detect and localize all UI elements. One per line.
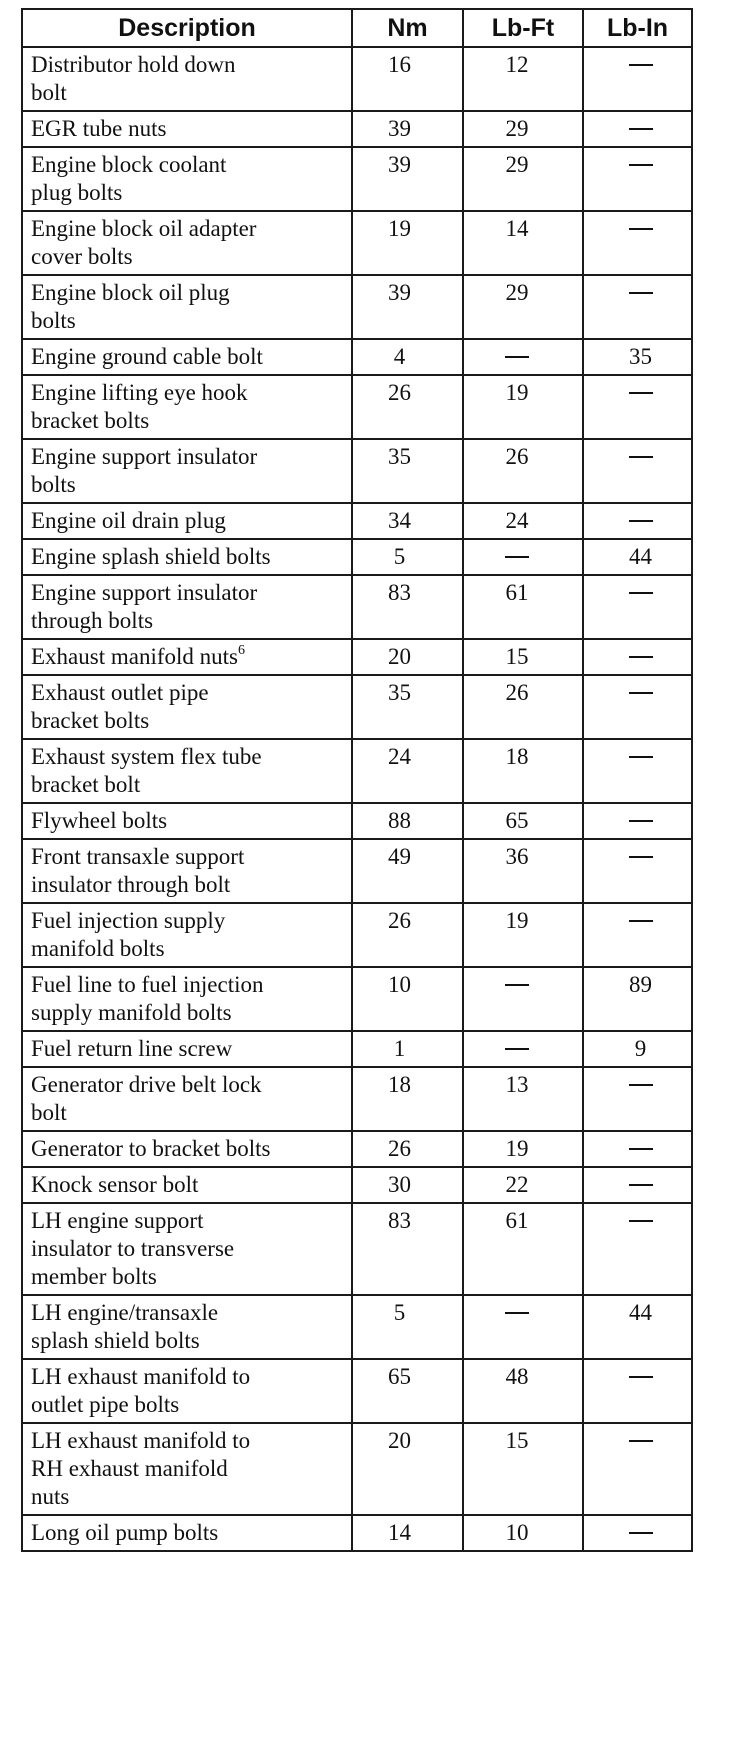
cell-description	[22, 639, 352, 675]
cell-description	[22, 211, 352, 275]
cell-lb-in	[583, 503, 692, 539]
cell-lb-in	[583, 675, 692, 739]
table-row	[22, 1515, 692, 1551]
table-row	[22, 275, 692, 339]
description-text: Engine block oil plug bolts	[31, 280, 230, 333]
cell-nm	[352, 375, 463, 439]
table-row	[22, 739, 692, 803]
value-text: 44	[629, 1300, 652, 1325]
cell-lb-ft	[463, 1067, 583, 1131]
cell-lb-ft	[463, 1031, 583, 1067]
description-text: Distributor hold down bolt	[31, 52, 236, 105]
description-text: Front transaxle support insulator through bolt	[31, 844, 245, 897]
cell-nm	[352, 339, 463, 375]
dash-mark	[629, 1440, 653, 1442]
description-text: Engine ground cable bolt	[31, 344, 263, 369]
value-text: 29	[505, 152, 529, 177]
value-text: 89	[629, 972, 652, 997]
value-text: 29	[505, 116, 529, 141]
cell-lb-in	[583, 1167, 692, 1203]
dash-mark	[505, 1048, 529, 1050]
table-row	[22, 1359, 692, 1423]
description-text: EGR tube nuts	[31, 116, 167, 141]
cell-description	[22, 539, 352, 575]
value-text: 29	[505, 280, 529, 305]
dash-mark	[629, 392, 653, 394]
value-text: 65	[388, 1364, 411, 1389]
value-text: 22	[505, 1172, 529, 1197]
value-text: 15	[505, 1428, 529, 1453]
value-text: 14	[505, 216, 529, 241]
cell-lb-ft	[463, 1515, 583, 1551]
value-text: 83	[388, 1208, 411, 1233]
cell-description	[22, 1515, 352, 1551]
cell-nm	[352, 111, 463, 147]
dash-mark	[629, 820, 653, 822]
table-row	[22, 839, 692, 903]
cell-lb-ft	[463, 275, 583, 339]
cell-lb-ft	[463, 503, 583, 539]
value-text: 61	[505, 580, 529, 605]
value-text: 12	[505, 52, 529, 77]
table-row	[22, 1423, 692, 1515]
dash-mark	[505, 556, 529, 558]
cell-description	[22, 1067, 352, 1131]
value-text: 14	[388, 1520, 411, 1545]
dash-mark	[629, 1084, 653, 1086]
cell-lb-in	[583, 275, 692, 339]
value-text: 35	[388, 680, 411, 705]
cell-nm	[352, 1203, 463, 1295]
description-text: Generator to bracket bolts	[31, 1136, 271, 1161]
value-text: 36	[505, 844, 529, 869]
cell-lb-in	[583, 1359, 692, 1423]
cell-lb-ft	[463, 375, 583, 439]
value-text: 19	[505, 1136, 529, 1161]
value-text: 18	[388, 1072, 411, 1097]
cell-lb-ft	[463, 967, 583, 1031]
cell-lb-ft	[463, 147, 583, 211]
cell-description	[22, 147, 352, 211]
dash-mark	[629, 1148, 653, 1150]
cell-nm	[352, 1031, 463, 1067]
cell-lb-ft	[463, 803, 583, 839]
cell-description	[22, 1167, 352, 1203]
description-text: Engine support insulator bolts	[31, 444, 258, 497]
cell-description	[22, 1131, 352, 1167]
dash-mark	[629, 920, 653, 922]
table-row	[22, 639, 692, 675]
cell-nm	[352, 839, 463, 903]
cell-nm	[352, 803, 463, 839]
table-row	[22, 803, 692, 839]
table-header	[22, 9, 692, 47]
cell-lb-ft	[463, 639, 583, 675]
table-row	[22, 967, 692, 1031]
dash-mark	[629, 1184, 653, 1186]
cell-lb-in	[583, 211, 692, 275]
cell-lb-in	[583, 1515, 692, 1551]
cell-lb-in	[583, 967, 692, 1031]
value-text: 39	[388, 116, 411, 141]
table-row	[22, 1203, 692, 1295]
value-text: 19	[388, 216, 411, 241]
description-text: Exhaust outlet pipe bracket bolts	[31, 680, 209, 733]
table-row	[22, 1031, 692, 1067]
value-text: 10	[505, 1520, 529, 1545]
cell-lb-in	[583, 1423, 692, 1515]
table-row	[22, 903, 692, 967]
description-text: Engine lifting eye hook bracket bolts	[31, 380, 248, 433]
value-text: 5	[393, 544, 406, 569]
value-text: 24	[505, 508, 529, 533]
cell-nm	[352, 47, 463, 111]
value-text: 48	[505, 1364, 529, 1389]
value-text: 1	[393, 1036, 406, 1061]
cell-lb-ft	[463, 1167, 583, 1203]
cell-lb-ft	[463, 1359, 583, 1423]
cell-description	[22, 575, 352, 639]
value-text: 5	[393, 1300, 406, 1325]
cell-description	[22, 47, 352, 111]
value-text: 26	[505, 680, 529, 705]
value-text: 39	[388, 152, 411, 177]
cell-lb-in	[583, 1295, 692, 1359]
cell-lb-in	[583, 803, 692, 839]
cell-nm	[352, 1131, 463, 1167]
cell-description	[22, 967, 352, 1031]
cell-nm	[352, 1359, 463, 1423]
table-row	[22, 439, 692, 503]
cell-nm	[352, 539, 463, 575]
value-text: 26	[388, 1136, 411, 1161]
cell-lb-in	[583, 1131, 692, 1167]
value-text: 20	[388, 644, 411, 669]
cell-description	[22, 275, 352, 339]
cell-description	[22, 339, 352, 375]
table-row	[22, 1067, 692, 1131]
cell-nm	[352, 1167, 463, 1203]
cell-description	[22, 439, 352, 503]
cell-lb-ft	[463, 839, 583, 903]
cell-nm	[352, 575, 463, 639]
table-row	[22, 1295, 692, 1359]
dash-mark	[629, 856, 653, 858]
dash-mark	[629, 1220, 653, 1222]
cell-lb-in	[583, 575, 692, 639]
dash-mark	[629, 1376, 653, 1378]
value-text: 24	[388, 744, 411, 769]
cell-lb-ft	[463, 211, 583, 275]
dash-mark	[629, 64, 653, 66]
cell-lb-ft	[463, 111, 583, 147]
description-text: Engine block oil adapter cover bolts	[31, 216, 257, 269]
cell-description	[22, 739, 352, 803]
value-text: 19	[505, 908, 529, 933]
description-text: Engine support insulator through bolts	[31, 580, 258, 633]
value-text: 19	[505, 380, 529, 405]
value-text: 39	[388, 280, 411, 305]
header-description: Description	[22, 9, 352, 47]
dash-mark	[629, 292, 653, 294]
cell-description	[22, 839, 352, 903]
header-nm: Nm	[352, 9, 463, 47]
cell-lb-in	[583, 639, 692, 675]
value-text: 34	[388, 508, 411, 533]
description-text: Engine oil drain plug	[31, 508, 226, 533]
table-row	[22, 1131, 692, 1167]
cell-lb-ft	[463, 339, 583, 375]
cell-description	[22, 1031, 352, 1067]
cell-lb-ft	[463, 1295, 583, 1359]
cell-nm	[352, 903, 463, 967]
description-text: Long oil pump bolts	[31, 1520, 219, 1545]
cell-lb-ft	[463, 903, 583, 967]
value-text: 26	[505, 444, 529, 469]
cell-lb-in	[583, 1203, 692, 1295]
footnote-marker: 6	[237, 643, 245, 658]
header-row	[22, 9, 692, 47]
cell-lb-in	[583, 47, 692, 111]
dash-mark	[629, 692, 653, 694]
description-text: Exhaust system flex tube bracket bolt	[31, 744, 262, 797]
value-text: 20	[388, 1428, 411, 1453]
value-text: 35	[388, 444, 411, 469]
value-text: 65	[505, 808, 529, 833]
header-lb-ft: Lb-Ft	[463, 9, 583, 47]
cell-nm	[352, 1515, 463, 1551]
table-row	[22, 375, 692, 439]
cell-lb-ft	[463, 47, 583, 111]
description-text: LH engine/transaxle splash shield bolts	[31, 1300, 219, 1353]
value-text: 30	[388, 1172, 411, 1197]
description-text: Knock sensor bolt	[31, 1172, 199, 1197]
cell-description	[22, 903, 352, 967]
cell-lb-in	[583, 147, 692, 211]
description-text: Fuel return line screw	[31, 1036, 233, 1061]
value-text: 35	[629, 344, 652, 369]
cell-description	[22, 375, 352, 439]
description-text: Exhaust manifold nuts	[31, 644, 238, 669]
dash-mark	[505, 984, 529, 986]
cell-lb-in	[583, 111, 692, 147]
cell-nm	[352, 147, 463, 211]
torque-specification-table	[21, 8, 693, 1552]
dash-mark	[629, 1532, 653, 1534]
cell-lb-ft	[463, 439, 583, 503]
cell-description	[22, 1203, 352, 1295]
cell-description	[22, 1359, 352, 1423]
cell-description	[22, 1295, 352, 1359]
dash-mark	[629, 592, 653, 594]
cell-lb-in	[583, 1067, 692, 1131]
cell-lb-ft	[463, 739, 583, 803]
description-text: Generator drive belt lock bolt	[31, 1072, 262, 1125]
value-text: 61	[505, 1208, 529, 1233]
table-row	[22, 47, 692, 111]
value-text: 13	[505, 1072, 529, 1097]
cell-nm	[352, 503, 463, 539]
dash-mark	[505, 356, 529, 358]
cell-lb-in	[583, 339, 692, 375]
cell-lb-in	[583, 375, 692, 439]
description-text: Flywheel bolts	[31, 808, 168, 833]
dash-mark	[629, 456, 653, 458]
description-text: Fuel line to fuel injection supply manifold bolts	[31, 972, 264, 1025]
cell-lb-ft	[463, 675, 583, 739]
cell-lb-ft	[463, 1203, 583, 1295]
cell-lb-in	[583, 739, 692, 803]
description-text: Fuel injection supply manifold bolts	[31, 908, 226, 961]
dash-mark	[629, 228, 653, 230]
value-text: 18	[505, 744, 529, 769]
table-body	[22, 47, 692, 1551]
dash-mark	[629, 520, 653, 522]
cell-nm	[352, 211, 463, 275]
table-row	[22, 675, 692, 739]
table-row	[22, 339, 692, 375]
cell-description	[22, 111, 352, 147]
cell-description	[22, 803, 352, 839]
table-row	[22, 539, 692, 575]
cell-nm	[352, 275, 463, 339]
value-text: 44	[629, 544, 652, 569]
cell-lb-in	[583, 903, 692, 967]
cell-nm	[352, 675, 463, 739]
cell-lb-ft	[463, 1423, 583, 1515]
value-text: 83	[388, 580, 411, 605]
value-text: 10	[388, 972, 411, 997]
value-text: 26	[388, 380, 411, 405]
table-row	[22, 211, 692, 275]
value-text: 49	[388, 844, 411, 869]
cell-nm	[352, 639, 463, 675]
cell-nm	[352, 439, 463, 503]
cell-nm	[352, 1067, 463, 1131]
cell-lb-ft	[463, 575, 583, 639]
value-text: 88	[388, 808, 411, 833]
cell-lb-in	[583, 1031, 692, 1067]
table-row	[22, 111, 692, 147]
cell-nm	[352, 739, 463, 803]
dash-mark	[505, 1312, 529, 1314]
cell-nm	[352, 1295, 463, 1359]
cell-lb-in	[583, 439, 692, 503]
dash-mark	[629, 656, 653, 658]
value-text: 15	[505, 644, 529, 669]
value-text: 9	[634, 1036, 647, 1061]
description-text: LH exhaust manifold to outlet pipe bolts	[31, 1364, 251, 1417]
cell-lb-ft	[463, 1131, 583, 1167]
value-text: 4	[393, 344, 406, 369]
value-text: 26	[388, 908, 411, 933]
description-text: LH exhaust manifold to RH exhaust manifold nuts	[31, 1428, 251, 1509]
table-row	[22, 575, 692, 639]
header-lb-in: Lb-In	[583, 9, 692, 47]
table-row	[22, 503, 692, 539]
dash-mark	[629, 128, 653, 130]
table-row	[22, 1167, 692, 1203]
dash-mark	[629, 756, 653, 758]
cell-description	[22, 675, 352, 739]
description-text: Engine block coolant plug bolts	[31, 152, 227, 205]
cell-nm	[352, 1423, 463, 1515]
value-text: 16	[388, 52, 411, 77]
cell-lb-in	[583, 839, 692, 903]
table-row	[22, 147, 692, 211]
cell-lb-ft	[463, 539, 583, 575]
cell-description	[22, 503, 352, 539]
dash-mark	[629, 164, 653, 166]
cell-nm	[352, 967, 463, 1031]
cell-description	[22, 1423, 352, 1515]
cell-lb-in	[583, 539, 692, 575]
description-text: LH engine support insulator to transverse member bolts	[31, 1208, 235, 1289]
description-text: Engine splash shield bolts	[31, 544, 271, 569]
